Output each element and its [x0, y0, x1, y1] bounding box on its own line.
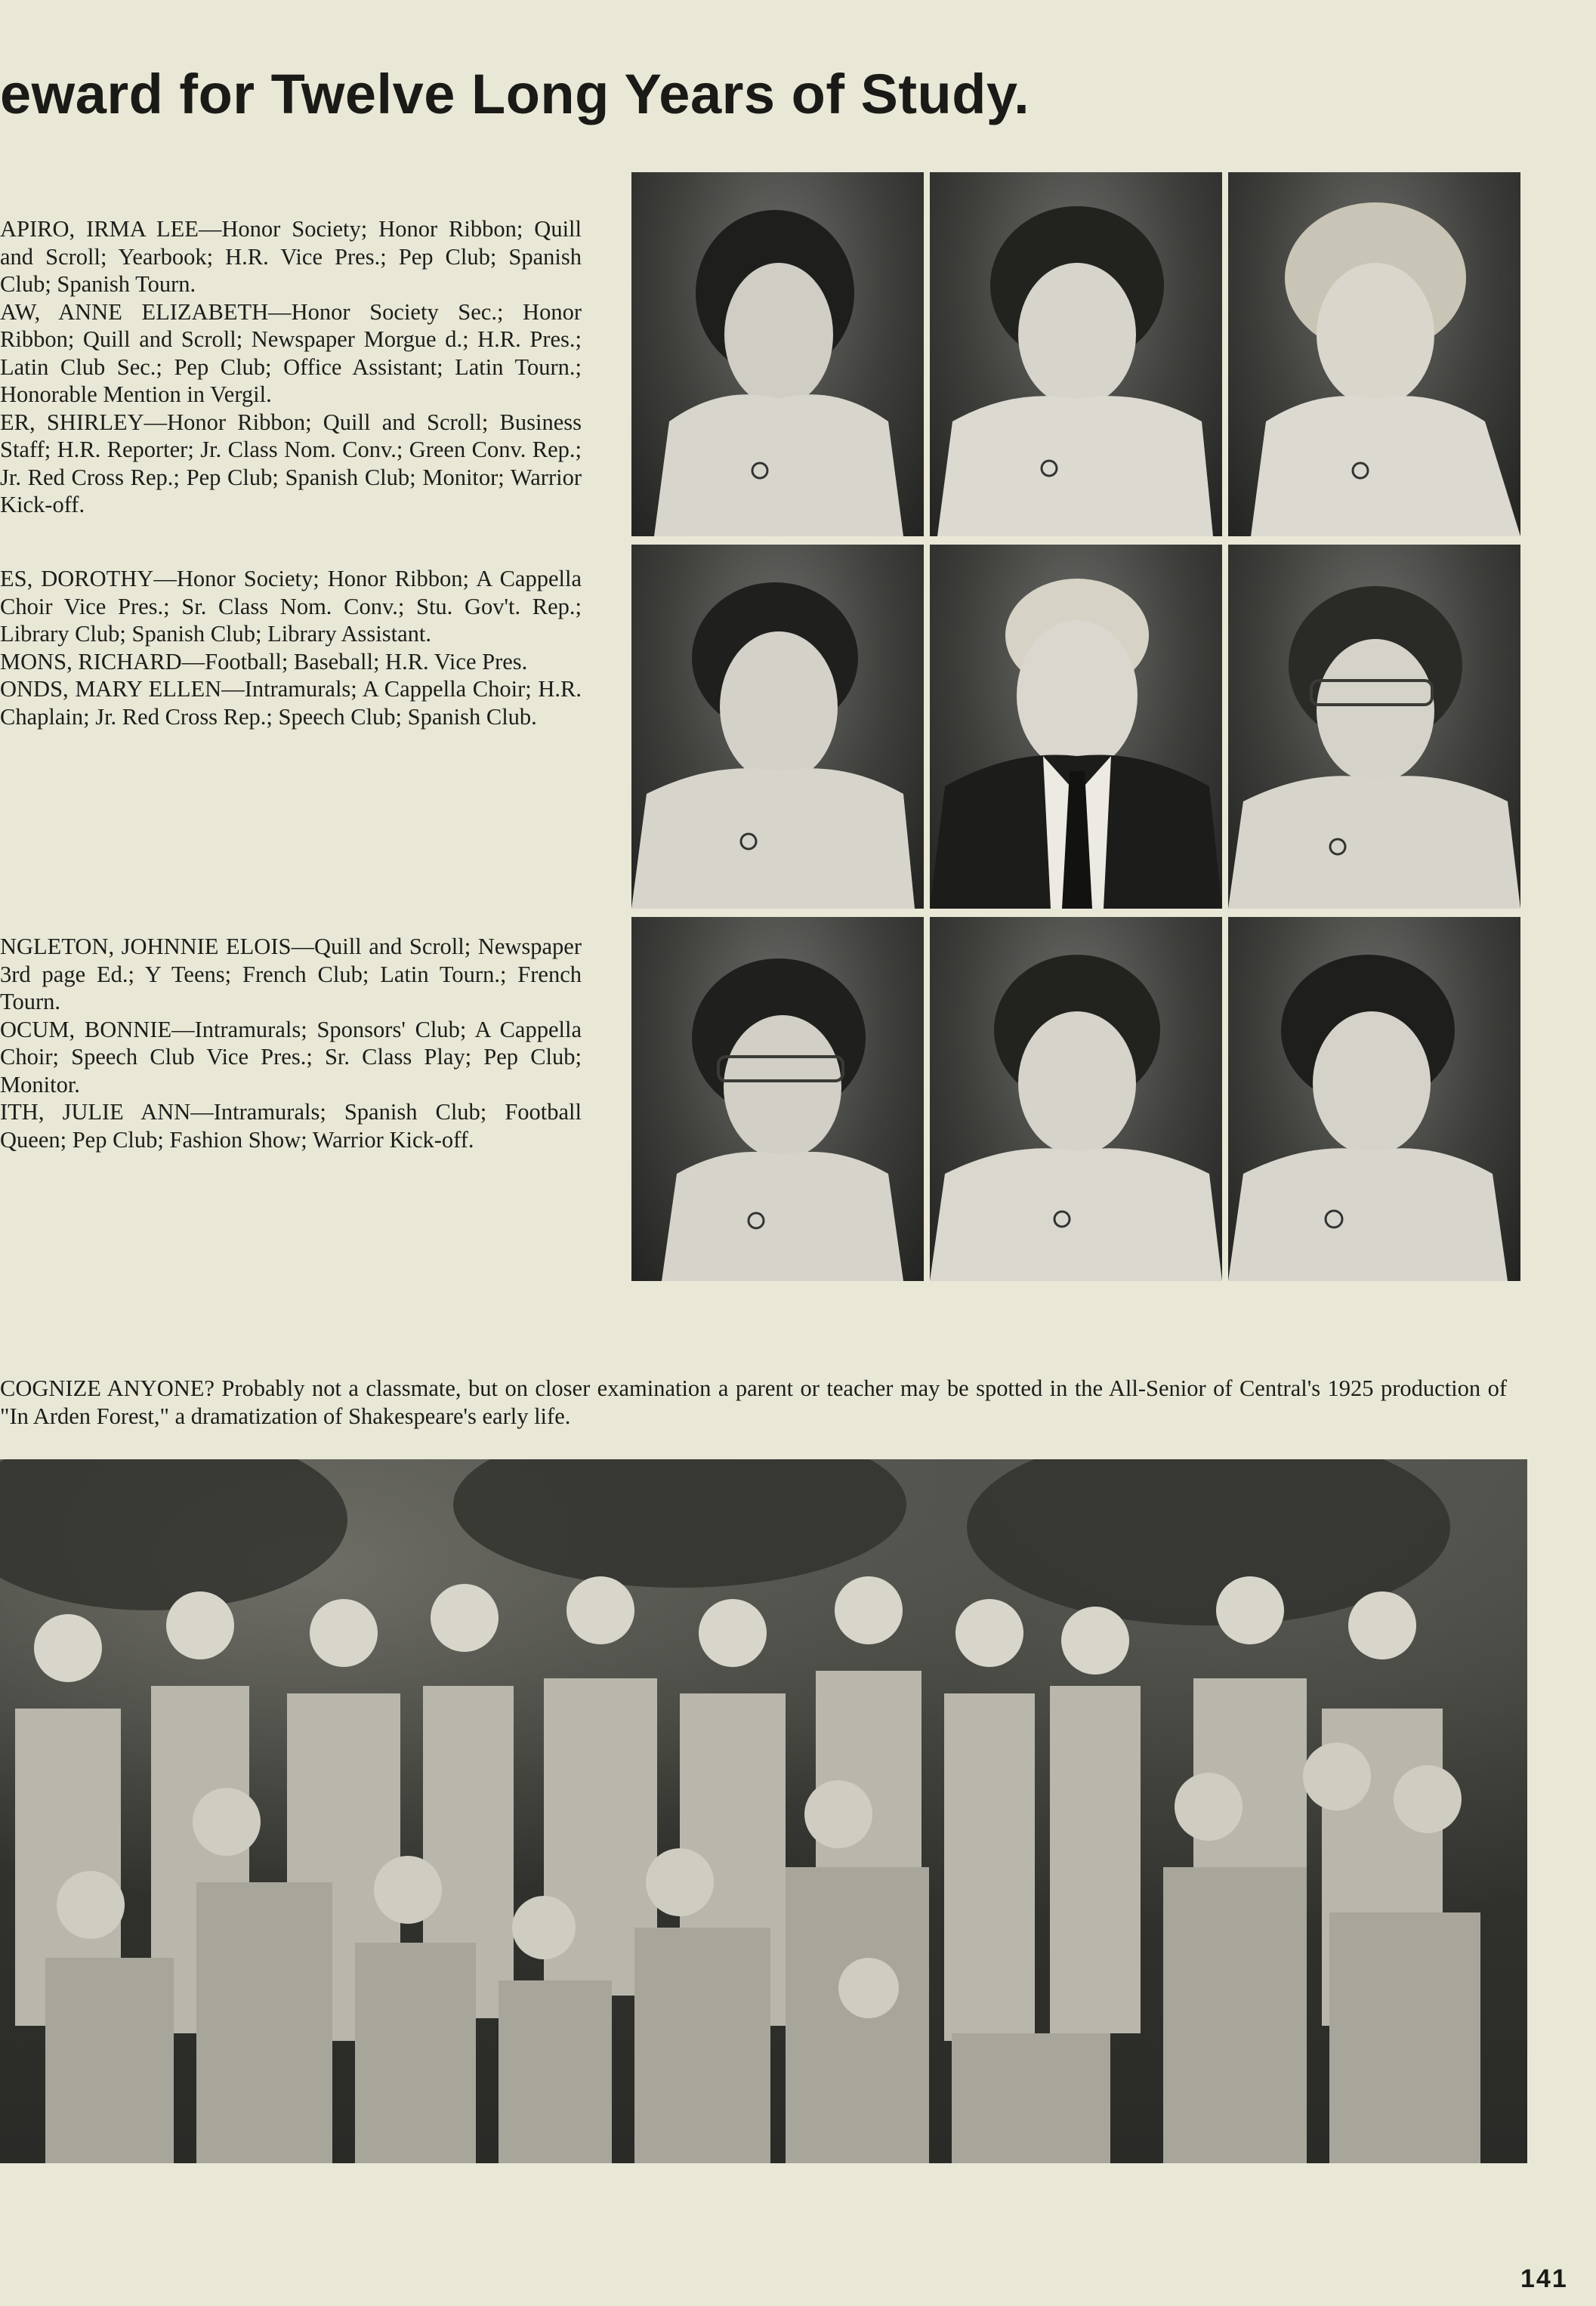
portrait-photo [631, 545, 924, 909]
senior-entry: MONS, RICHARD—Football; Baseball; H.R. Vice Pres. [0, 648, 528, 675]
portrait-photo [1228, 917, 1520, 1281]
page-number: 141 [1520, 2264, 1568, 2293]
entry-group-row-2 [0, 565, 582, 730]
portrait-photo [631, 172, 924, 536]
portrait-photo [1228, 545, 1520, 909]
senior-entry: OCUM, BONNIE—Intramurals; Sponsors' Club; A Cappella Choir; Speech Club Vice Pres.; Sr. Class Play; Pep Club; Monitor. [0, 1016, 582, 1097]
senior-entry: ES, DOROTHY—Honor Society; Honor Ribbon; A Cappella Choir Vice Pres.; Sr. Class Nom. Conv.; Stu. Gov't. Rep.; Library Club; Spanish Club; Library Assistant. [0, 566, 582, 647]
photo-caption: COGNIZE ANYONE? Probably not a classmate, but on closer examination a parent or teacher may be spotted in the All-Senior of Central's 1925 production of "In Arden Forest," a dramatization of Shakespeare's early life. [0, 1375, 1507, 1429]
entry-group-row-1 [0, 215, 582, 519]
portrait-photo [930, 545, 1222, 909]
portrait-photo [930, 172, 1222, 536]
senior-entry: APIRO, IRMA LEE—Honor Society; Honor Ribbon; Quill and Scroll; Yearbook; H.R. Vice Pres.; Pep Club; Spanish Club; Spanish Tourn. [0, 216, 582, 297]
portrait-grid [631, 172, 1521, 1283]
portrait-photo [930, 917, 1222, 1281]
group-photo [0, 1459, 1527, 2163]
entry-group-row-3 [0, 933, 582, 1153]
portrait-photo [1228, 172, 1520, 536]
portrait-photo [631, 917, 924, 1281]
senior-entry: ITH, JULIE ANN—Intramurals; Spanish Club; Football Queen; Pep Club; Fashion Show; Warrior Kick-off. [0, 1099, 582, 1153]
senior-entry: ONDS, MARY ELLEN—Intramurals; A Cappella Choir; H.R. Chaplain; Jr. Red Cross Rep.; Speech Club; Spanish Club. [0, 676, 582, 730]
senior-entry: ER, SHIRLEY—Honor Ribbon; Quill and Scroll; Business Staff; H.R. Reporter; Jr. Class Nom. Conv.; Green Conv. Rep.; Jr. Red Cross Rep.; Pep Club; Spanish Club; Monitor; Warrior Kick-off. [0, 409, 582, 517]
senior-entry: NGLETON, JOHNNIE ELOIS—Quill and Scroll; Newspaper 3rd page Ed.; Y Teens; French Club; Latin Tourn.; French Tourn. [0, 934, 582, 1014]
senior-entry: AW, ANNE ELIZABETH—Honor Society Sec.; Honor Ribbon; Quill and Scroll; Newspaper Morgue d.; H.R. Pres.; Latin Club Sec.; Pep Club; Office Assistant; Latin Tourn.; Honorable Mention in Vergil. [0, 298, 582, 407]
page-title: eward for Twelve Long Years of Study. [0, 63, 1030, 125]
